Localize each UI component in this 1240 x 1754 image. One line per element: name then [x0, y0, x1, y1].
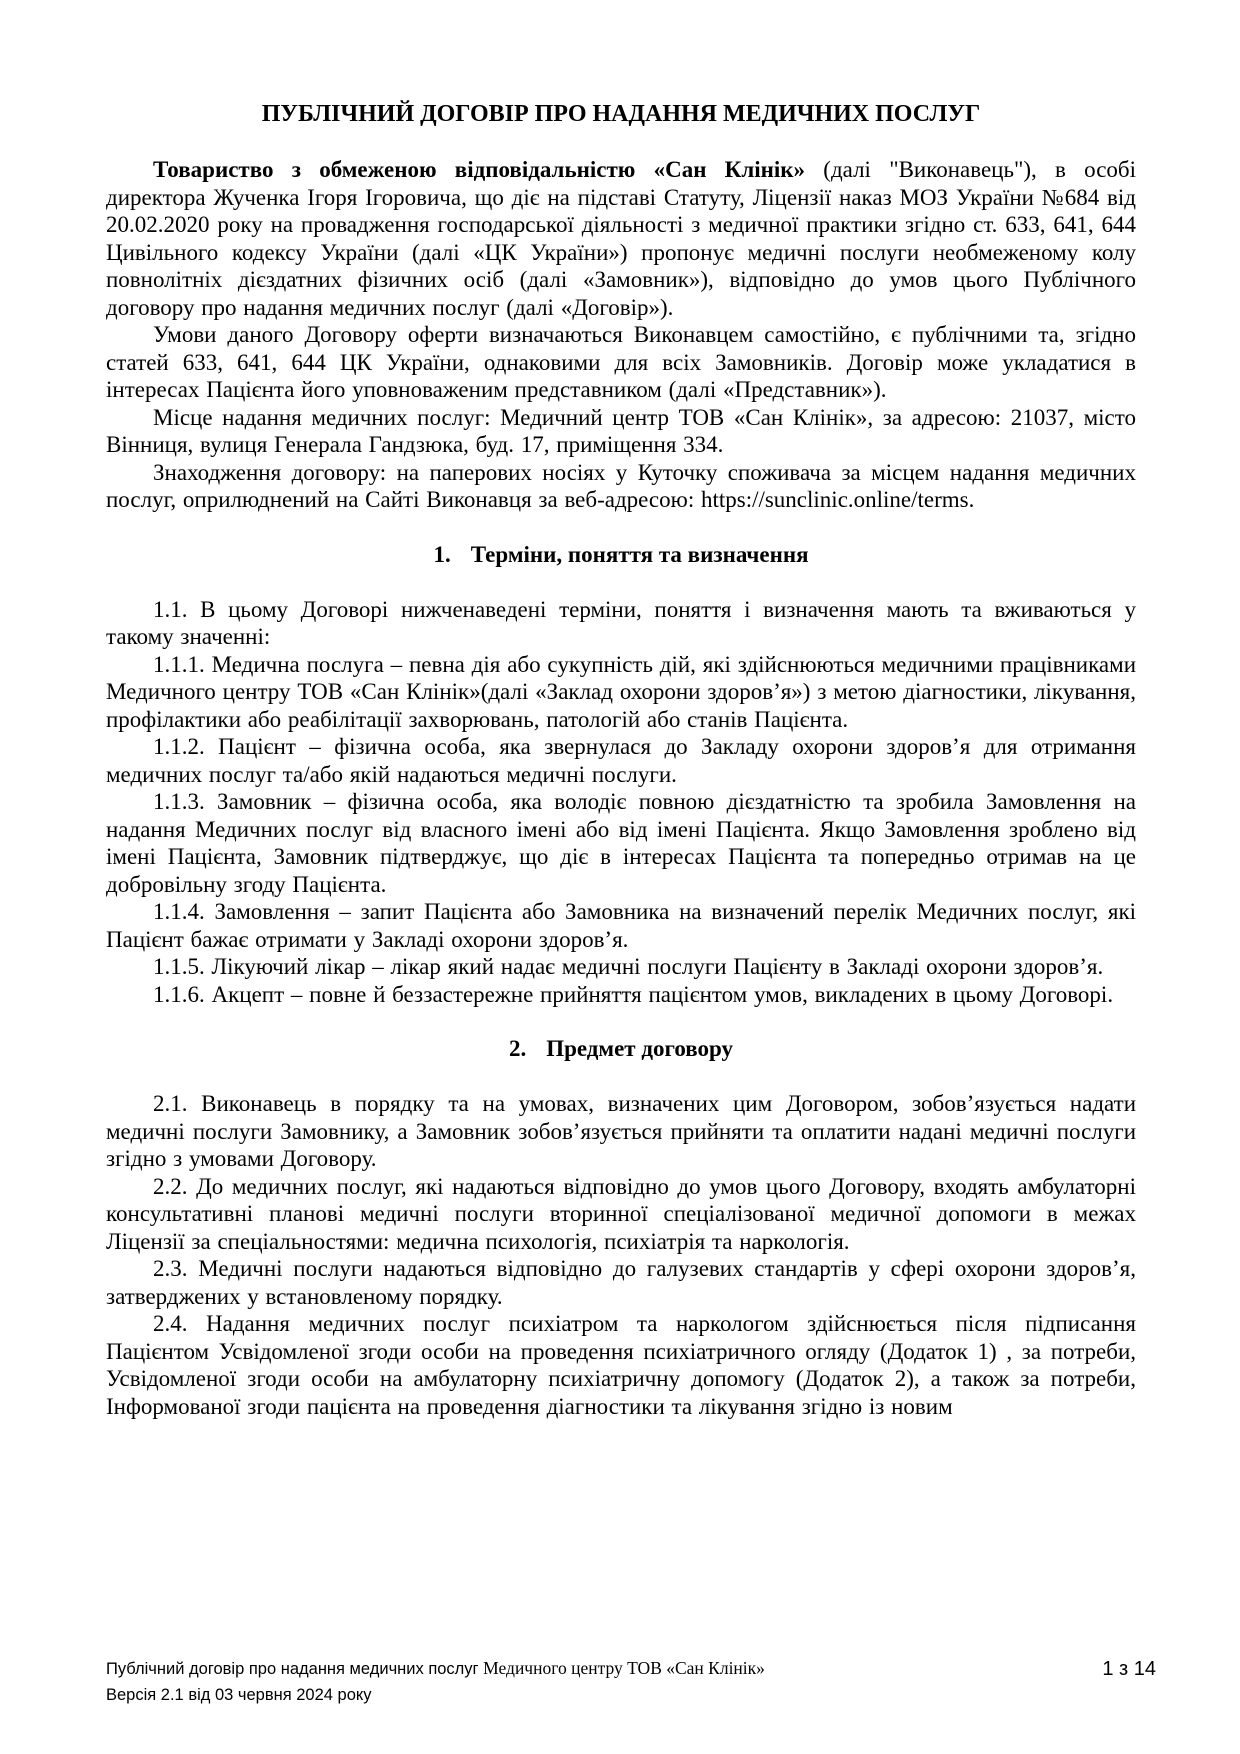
- page-footer: [106, 1655, 765, 1708]
- clause-text: Надання медичних послуг психіатром та наркологом здійснюється після підписання Пацієнтом Усвідомленої згоди особи на проведення психіатричного огляду (Додаток 1) , за потреби, Усвідомленої згоди особи на амбулаторну психіатричну допомогу (Додаток 2), а також за потреби, Інформованої згоди пацієнта на проведення діагностики та лікування згідно із новим: [106, 1311, 1137, 1419]
- section-number: 2.: [508, 1036, 527, 1061]
- preamble-paragraph-1: [106, 156, 1136, 321]
- term-item-1-1-1: [106, 651, 1136, 734]
- term-item-1-1-3: [106, 788, 1136, 898]
- clause-text: Медична послуга – певна дія або сукупність дій, які здійснюються медичними працівниками Медичного центру ТОВ «Сан Клінік»(далі «Заклад охорони здоров’я») з метою діагностики, лікування, профілактики або реабілітації захворювань, патологій або станів Пацієнта.: [106, 651, 1137, 732]
- preamble-paragraph-1-text: (далі "Виконавець"), в особі директора Жученка Ігоря Ігоровича, що діє на підставі Статуту, Ліцензії наказ МОЗ України №684 від 20.02.2020 року на провадження господарської діяльності з медичної практики згідно ст. 633, 641, 644 Цивільного кодексу України (далі «ЦК України») пропонує медичні послуги необмеженому колу повнолітніх дієздатних фізичних осіб (далі «Замовник»), відповідно до умов цього Публічного договору про надання медичних послуг (далі «Договір»).: [106, 157, 1137, 320]
- footer-clinic-name: Медичного центру ТОВ «Сан Клінік»: [483, 1658, 765, 1678]
- subject-item-2-2: [106, 1173, 1136, 1256]
- clause-number: 1.1.3.: [153, 789, 205, 814]
- preamble-paragraph-3: Місце надання медичних послуг: Медичний центр ТОВ «Сан Клінік», за адресою: 21037, місто Вінниця, вулиця Генерала Гандзюка, буд. 17, приміщення 334.: [106, 404, 1136, 457]
- term-item-1-1: [106, 596, 1136, 651]
- section-number: 1.: [433, 541, 451, 567]
- footer-line-1: [106, 1655, 765, 1682]
- footer-version: Версія 2.1 від 03 червня 2024 року: [106, 1686, 372, 1704]
- section-heading-subject: [106, 1035, 1136, 1063]
- clause-number: 1.1.5.: [153, 954, 205, 979]
- clause-text: В цьому Договорі нижченаведені терміни, поняття і визначення мають та вживаються у такому значенні:: [106, 596, 1136, 649]
- clause-number: 1.1.4.: [153, 899, 205, 924]
- clause-text: Замовник – фізична особа, яка володіє повною дієздатністю та зробила Замовлення на надання Медичних послуг від власного імені або від імені Пацієнта. Якщо Замовлення зроблено від імені Пацієнта, Замовник підтверджує, що діє в інтересах Пацієнта та попередньо отримав на це добровільну згоду Пацієнта.: [106, 789, 1137, 897]
- clause-number: 2.1.: [153, 1091, 188, 1116]
- term-item-1-1-4: [106, 898, 1136, 953]
- clause-text: Акцепт – повне й беззастережне прийняття пацієнтом умов, викладених в цьому Договорі.: [211, 981, 1114, 1007]
- clause-text: Пацієнт – фізична особа, яка звернулася до Закладу охорони здоров’я для отримання медичних послуг та/або якій надаються медичні послуги.: [106, 734, 1136, 787]
- clause-text: До медичних послуг, які надаються відповідно до умов цього Договору, входять амбулаторні консультативні планові медичні послуги вторинної спеціалізованої медичної допомоги в межах Ліцензії за спеціальностями: медична психологія, психіатрія та наркологія.: [106, 1173, 1136, 1254]
- clause-number: 1.1.: [153, 596, 188, 622]
- term-item-1-1-5: [106, 953, 1136, 981]
- section-title: Предмет договору: [546, 1036, 734, 1061]
- document-title: ПУБЛІЧНИЙ ДОГОВІР ПРО НАДАННЯ МЕДИЧНИХ ПОСЛУГ: [261, 101, 981, 127]
- clause-number: 2.3.: [153, 1256, 188, 1281]
- clause-number: 1.1.2.: [153, 734, 205, 759]
- clause-number: 2.4.: [153, 1311, 188, 1336]
- footer-doc-name: Публічний договір про надання медичних послуг: [106, 1660, 484, 1678]
- clause-text: Медичні послуги надаються відповідно до галузевих стандартів у сфері охорони здоров’я, затверджених у встановленому порядку.: [106, 1256, 1136, 1309]
- subject-item-2-3: [106, 1255, 1136, 1310]
- clause-text: Лікуючий лікар – лікар який надає медичні послуги Пацієнту в Закладі охорони здоров’я.: [211, 954, 1104, 979]
- executor-company-name: Товариство з обмеженою відповідальністю «Сан Клінік»: [153, 157, 806, 182]
- term-item-1-1-6: [106, 981, 1136, 1009]
- clause-number: 2.2.: [153, 1173, 188, 1199]
- page-number: 1 з 14: [1102, 1658, 1156, 1680]
- subject-item-2-4: [106, 1310, 1136, 1420]
- clause-text: Замовлення – запит Пацієнта або Замовника на визначений перелік Медичних послуг, які Пацієнт бажає отримати у Закладі охорони здоров’я.: [106, 899, 1137, 952]
- clause-text: Виконавець в порядку та на умовах, визначених цим Договором, зобов’язується надати медичні послуги Замовнику, а Замовник зобов’язується прийняти та оплатити надані медичні послуги згідно з умовами Договору.: [106, 1091, 1136, 1171]
- term-item-1-1-2: [106, 733, 1136, 788]
- preamble-paragraph-2: Умови даного Договору оферти визначаються Виконавцем самостійно, є публічними та, згідно статей 633, 641, 644 ЦК України, однаковими для всіх Замовників. Договір може укладатися в інтересах Пацієнта його уповноваженим представником (далі «Представник»).: [106, 322, 1136, 402]
- section-heading-terms: [106, 541, 1136, 569]
- preamble-paragraph-4: Знаходження договору: на паперових носіях у Куточку споживача за місцем надання медичних послуг, оприлюднений на Сайті Виконавця за веб-адресою: https://sunclinic.online/terms.: [106, 459, 1136, 512]
- section-title: Терміни, поняття та визначення: [470, 541, 809, 567]
- clause-number: 1.1.1.: [153, 651, 205, 677]
- clause-number: 1.1.6.: [153, 981, 205, 1007]
- subject-item-2-1: [106, 1090, 1136, 1173]
